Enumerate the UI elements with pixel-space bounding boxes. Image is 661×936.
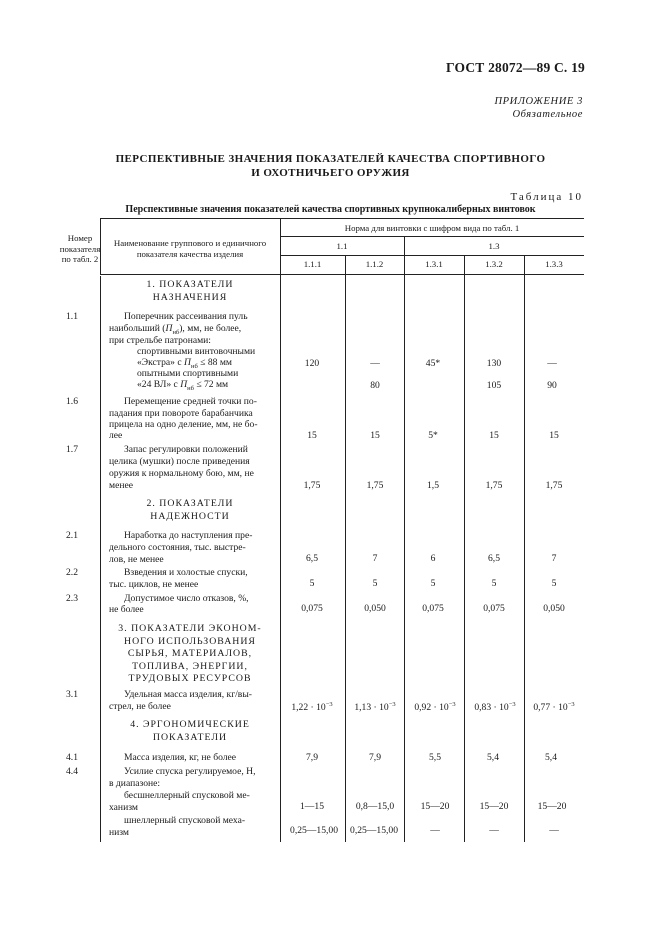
row-number: 2.3 (66, 593, 78, 604)
table-cell (524, 701, 584, 713)
row-label: Запас регулировки положений (124, 444, 248, 455)
row-number: 1.7 (66, 444, 78, 455)
table-cell: 90 (547, 380, 557, 391)
table-cell: 7 (372, 553, 378, 564)
cell-exponent: −3 (325, 701, 333, 708)
section-heading-line: ПОКАЗАТЕЛИ (152, 731, 228, 743)
col-header-name (104, 238, 276, 259)
table-cell: 105 (486, 380, 502, 391)
section-heading-line: ТРУДОВЫХ РЕСУРСОВ (128, 673, 252, 685)
row-label: Усилие спуска регулируемое, Н, (124, 766, 256, 777)
col-header-number-l2: показателя (59, 243, 101, 254)
row-label: спортивными винтовочными (137, 346, 256, 357)
row-label: ханизм (109, 802, 138, 813)
table-cell: 5 (372, 578, 378, 589)
section-heading-line: НАДЕЖНОСТИ (150, 510, 230, 522)
section-heading-line: 1. ПОКАЗАТЕЛИ (146, 279, 234, 290)
table-cell: 130 (486, 358, 502, 369)
table-cell: 5,4 (545, 752, 557, 763)
row-label: Наработка до наступления пре- (124, 530, 253, 541)
table-cell: 5,4 (487, 752, 499, 763)
table-cell: — (430, 825, 440, 836)
col-header-group-2: 1.3 (488, 241, 500, 251)
table-cell: 0,075 (422, 603, 444, 614)
table-cell: 15—20 (479, 801, 509, 812)
table-cell: 5 (430, 578, 436, 589)
cell-exponent: −3 (567, 701, 575, 708)
symbol-subscript: нб (190, 362, 198, 370)
table-cell: 0,050 (543, 603, 565, 614)
table-cell: 7 (551, 553, 557, 564)
table-cell (405, 701, 465, 713)
appendix-status: Обязательное (512, 109, 583, 120)
section-heading (100, 623, 280, 686)
section-heading-line: 2. ПОКАЗАТЕЛИ (146, 498, 234, 509)
document-title-line2: И ОХОТНИЧЬЕГО ОРУЖИЯ (251, 166, 410, 179)
row-label: менее (109, 480, 133, 491)
table-cell: 0,25—15,00 (290, 825, 338, 836)
cell-exponent: −3 (388, 701, 396, 708)
row-number: 1.6 (66, 396, 78, 407)
section-heading (100, 498, 280, 523)
row-label: дельного состояния, тыс. выстре- (109, 542, 246, 553)
row-number: 4.1 (66, 752, 78, 763)
table-cell: 1,5 (427, 480, 439, 491)
section-heading-line: 3. ПОКАЗАТЕЛИ ЭКОНОМ- (118, 623, 262, 634)
table-cell (345, 701, 405, 713)
row-label: падания при повороте барабанчика (109, 408, 253, 419)
row-number: 1.1 (66, 311, 78, 322)
table-cell: 1,75 (303, 480, 321, 491)
row-label: оружия к нормальному бою, мм, не (109, 468, 254, 479)
row-label-part: ≤ 72 мм (193, 379, 229, 390)
symbol-subscript: нб (172, 328, 180, 336)
symbol: П (180, 379, 188, 390)
row-label-part: наибольший ( (109, 323, 166, 334)
table-cell: 6,5 (488, 553, 500, 564)
col-header-number-l1: Номер (67, 233, 93, 243)
row-label: Масса изделия, кг, не более (124, 752, 237, 763)
table-cell: 120 (304, 358, 320, 369)
cell-exponent: −3 (448, 701, 456, 708)
table-cell: 1,75 (366, 480, 384, 491)
table-cell (465, 701, 525, 713)
row-number: 4.4 (66, 766, 78, 777)
row-label: Поперечник рассеивания пуль (124, 311, 248, 322)
col-header-name-l1: Наименование группового и единичного (113, 238, 267, 248)
table-cell: 5* (428, 430, 438, 441)
col-header-sub: 1.1.1 (303, 259, 322, 269)
col-header-name-l2: показателя качества изделия (136, 248, 244, 259)
row-label-part: «24 ВЛ» с (137, 379, 181, 390)
table-cell: 7,9 (306, 752, 318, 763)
table-cell: 6,5 (306, 553, 318, 564)
table-cell: 1—15 (300, 801, 324, 812)
row-label: лее (109, 430, 123, 441)
section-heading-line: ТОПЛИВА, ЭНЕРГИИ, (132, 660, 248, 672)
row-label: не более (109, 604, 144, 615)
row-label: в диапазоне: (109, 778, 161, 789)
table-cell: 15—20 (420, 801, 450, 812)
row-label: низм (109, 827, 129, 838)
row-label: стрел, не более (109, 701, 171, 712)
table-cell: 5 (551, 578, 557, 589)
table-cell (282, 701, 342, 713)
table-caption: Перспективные значения показателей качества спортивных крупнокалиберных винтовок (125, 204, 536, 215)
row-label: Перемещение средней точки по- (124, 396, 257, 407)
table-cell: 0,075 (483, 603, 505, 614)
table-cell: 15 (489, 430, 499, 441)
section-heading-line: НАЗНАЧЕНИЯ (152, 291, 228, 303)
table-cell: 5 (491, 578, 497, 589)
cell-value: 0,92 · 10 (414, 702, 449, 714)
col-header-sub: 1.3.3 (545, 259, 563, 269)
cell-exponent: −3 (508, 701, 516, 708)
symbol: П (184, 357, 191, 368)
table-cell: 0,25—15,00 (350, 825, 398, 836)
section-heading-line: 4. ЭРГОНОМИЧЕСКИЕ (130, 719, 250, 730)
col-header-sub: 1.3.1 (425, 259, 443, 269)
table-cell: — (547, 358, 557, 369)
table-cell: 1,75 (545, 480, 563, 491)
row-label: Допустимое число отказов, %, (124, 593, 249, 604)
table-cell: 1,75 (485, 480, 503, 491)
row-label (137, 379, 228, 395)
table-cell: — (489, 825, 499, 836)
col-header-group-1: 1.1 (336, 241, 348, 251)
row-label: шнеллерный спусковой меха- (124, 815, 246, 826)
table-cell: 15—20 (537, 801, 567, 812)
col-header-sub: 1.1.2 (365, 259, 384, 269)
cell-value: 1,22 · 10 (291, 702, 326, 714)
table-cell: 0,8—15,0 (355, 801, 395, 812)
appendix-block (494, 95, 583, 121)
row-label: опытными спортивными (137, 368, 239, 379)
row-label-part: ), мм, не более, (179, 323, 242, 334)
row-number: 3.1 (66, 689, 78, 700)
table-cell: 80 (370, 380, 380, 391)
cell-value: 0,83 · 10 (474, 702, 509, 714)
row-label: тыс. циклов, не менее (109, 579, 199, 590)
table-cell: — (370, 358, 380, 369)
row-number: 2.1 (66, 530, 78, 541)
table-cell: 45* (425, 358, 441, 369)
row-label-part: «Экстра» с (137, 357, 185, 368)
document-title-line1: ПЕРСПЕКТИВНЫЕ ЗНАЧЕНИЯ ПОКАЗАТЕЛЕЙ КАЧЕСТВА СПОРТИВНОГО (115, 153, 546, 165)
section-heading (100, 719, 280, 744)
section-heading-line: НОГО ИСПОЛЬЗОВАНИЯ (124, 635, 256, 647)
appendix-label: ПРИЛОЖЕНИЕ 3 (494, 96, 583, 107)
page-header: ГОСТ 28072—89 С. 19 (446, 60, 585, 75)
table-number: Таблица 10 (510, 191, 583, 203)
table-cell: 15 (370, 430, 380, 441)
col-header-norm: Норма для винтовки с шифром вида по табл. 1 (344, 223, 520, 233)
table-cell: — (549, 825, 559, 836)
symbol-subscript: нб (187, 384, 194, 392)
row-label: Взведения и холостые спуски, (124, 567, 248, 578)
row-label-part: ≤ 88 мм (197, 357, 232, 368)
section-heading (100, 279, 280, 304)
table-cell: 5 (309, 578, 315, 589)
table-cell: 15 (549, 430, 559, 441)
cell-value: 0,77 · 10 (533, 702, 568, 714)
table-cell: 7,9 (369, 752, 381, 763)
table-cell: 6 (430, 553, 436, 564)
section-heading-line: СЫРЬЯ, МАТЕРИАЛОВ, (127, 648, 253, 660)
col-header-number-l3: по табл. 2 (61, 254, 99, 265)
row-label: лов, не менее (109, 554, 164, 565)
row-label: целика (мушки) после приведения (109, 456, 250, 467)
table-cell: 5,5 (429, 752, 441, 763)
document-title (0, 153, 661, 180)
symbol: П (165, 323, 173, 334)
row-label: бесшнеллерный спусковой ме- (124, 790, 250, 801)
col-header-sub: 1.3.2 (485, 259, 503, 269)
cell-value: 1,13 · 10 (354, 702, 389, 714)
row-label: Удельная масса изделия, кг/вы- (124, 689, 252, 700)
row-label: прицела на одно деление, мм, не бо- (109, 419, 258, 430)
table-cell: 0,050 (364, 603, 386, 614)
row-number: 2.2 (66, 567, 78, 578)
row-label: при стрельбе патронами: (109, 335, 211, 346)
table-cell: 0,075 (301, 603, 323, 614)
table-cell: 15 (307, 430, 317, 441)
